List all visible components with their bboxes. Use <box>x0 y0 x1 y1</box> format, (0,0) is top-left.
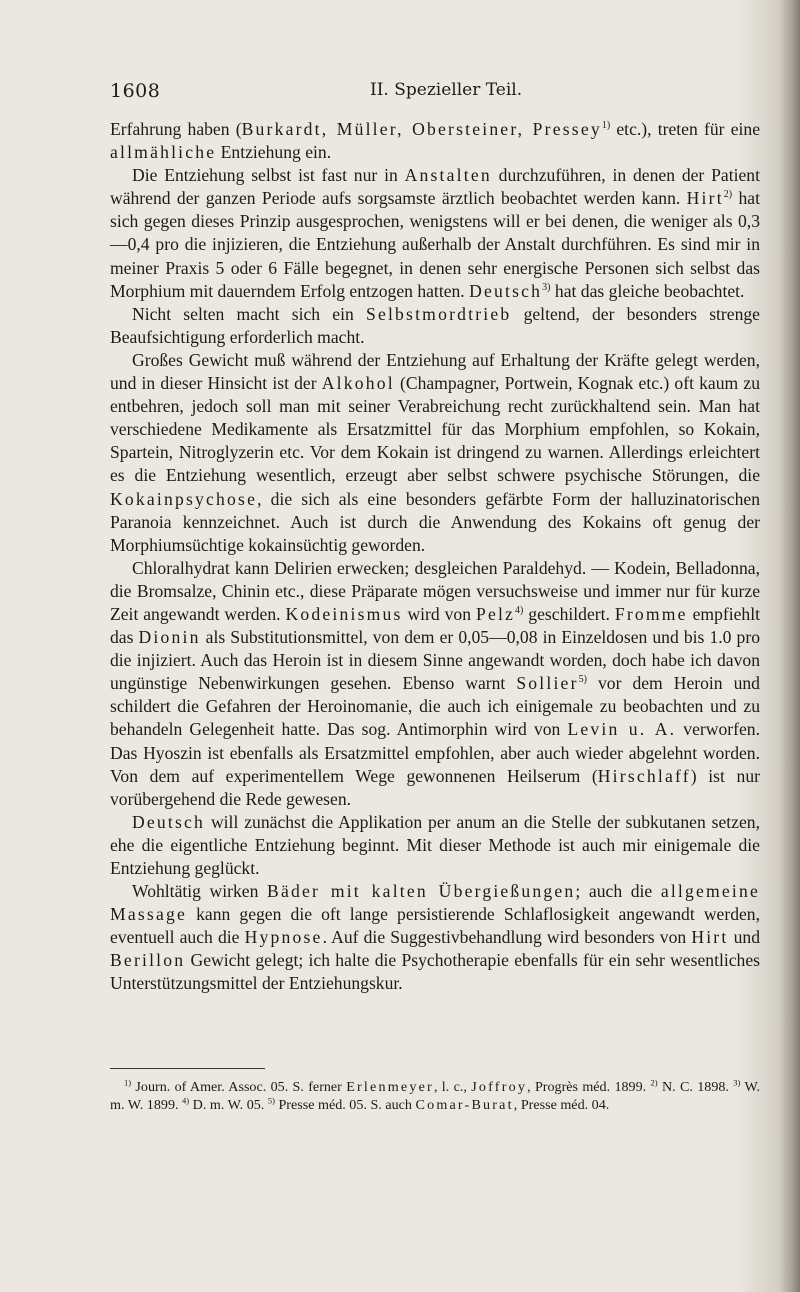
text-run: , Presse méd. 04. <box>513 1097 610 1113</box>
text-run: geschildert. <box>523 603 615 624</box>
footnote-marker-5: 5) <box>267 1095 275 1106</box>
text-run: Erfahrung haben ( <box>110 119 242 139</box>
spaced-name: Fromme <box>614 603 688 624</box>
paragraph-6 <box>110 811 760 880</box>
paragraph-4 <box>110 349 760 557</box>
text-run: , die sich als eine besonders gefärbte Form der halluzinatorischen Paranoia kennzeichnet. Auch ist durch die Anwendung des Kokains oft genug der Morphiumsüchtige kokainsüchtig geworden. <box>110 488 760 555</box>
footnote-marker-2: 2) <box>650 1077 658 1088</box>
spaced-name: Hirt <box>691 927 729 948</box>
text-run: wird von <box>402 603 476 624</box>
footnote-marker-4: 4) <box>182 1095 190 1106</box>
text-run: Presse méd. 05. S. auch <box>274 1097 416 1113</box>
paragraph-2 <box>110 164 760 303</box>
spaced-name: Berillon <box>110 950 186 971</box>
paragraph-3 <box>110 303 760 349</box>
text-run: Wohltätig wirken <box>132 881 268 902</box>
footnote-ref-1: 1) <box>601 120 611 132</box>
footnote-block <box>110 1078 760 1114</box>
footnote-ref-5: 5) <box>578 674 587 686</box>
text-run: Die Entziehung selbst ist fast nur in <box>132 165 405 186</box>
text-run: geltend, der besonders strenge Beaufsichtigung erforderlich macht. <box>110 303 760 347</box>
spaced-names: Burkardt, Müller, Obersteiner, Pressey <box>241 119 602 139</box>
spaced-word: Kodeinismus <box>285 603 403 624</box>
text-run: Großes Gewicht muß während der Entziehung auf Erhaltung der Kräfte gelegt werden, und in dieser Hinsicht ist der <box>110 349 760 394</box>
running-head: II. Spezieller Teil. <box>370 80 523 100</box>
spaced-name: Deutsch <box>132 811 206 832</box>
text-run: ; auch die <box>575 881 661 902</box>
spaced-word: Bäder mit kalten Übergießungen <box>267 881 576 902</box>
text-run: und <box>728 927 760 948</box>
page-edge-shadow <box>780 0 800 1292</box>
page-header <box>110 80 750 106</box>
text-run: W. m. W. 1899. <box>110 1079 760 1113</box>
spaced-word: Dionin <box>138 627 201 648</box>
spaced-name: Comar-Burat <box>415 1097 514 1113</box>
paragraph-7 <box>110 880 760 995</box>
text-run: Nicht selten macht sich ein <box>132 303 366 324</box>
spaced-name: Levin u. A. <box>567 719 677 740</box>
footnote-marker-1: 1) <box>124 1077 132 1088</box>
spaced-word: allgemeine Massage <box>110 881 761 925</box>
text-run: hat das gleiche beobachtet. <box>550 280 745 301</box>
text-run: D. m. W. 05. <box>189 1097 268 1113</box>
text-run: , Progrès méd. 1899. <box>527 1079 651 1095</box>
text-run: Chloralhydrat kann Delirien erwecken; desgleichen Paraldehyd. — Kodein, Belladonna, die Bromsalze, Chinin etc., diese Präparate mögen versuchsweise und immer nur für kurze Zeit angewandt werden. <box>110 557 760 624</box>
text-run: als Substitutionsmittel, von dem er 0,05—0,08 in Einzeldosen und bis 1.0 pro die injiziert. Auch das Heroin ist in diesem Sinne angewandt worden, doch habe ich davon ungünstige Nebenwirkungen gesehen. Ebenso warnt <box>110 627 760 694</box>
text-run: . Auf die Suggestivbehandlung wird besonders von <box>322 927 692 948</box>
footnote-rule <box>110 1068 265 1069</box>
spaced-name: Deutsch <box>469 280 543 301</box>
text-run: durchzuführen, in denen der Patient während der ganzen Periode aufs sorgsamste ärztlich beobachtet werden kann. <box>110 165 760 209</box>
paragraph-1 <box>110 118 760 164</box>
text-run: , l. c., <box>433 1079 472 1095</box>
spaced-name: Joffroy <box>471 1079 528 1095</box>
paragraph-5 <box>110 557 760 811</box>
text-run: will zunächst die Applikation per anum an die Stelle der subkutanen setzen, ehe die eigentliche Entziehung beginnt. Mit dieser Methode ist auch mir einigemale die Entziehung geglückt. <box>110 811 760 878</box>
spaced-name: Hirschlaff <box>597 765 691 786</box>
footnotes <box>110 1078 760 1114</box>
footnote-ref-2: 2) <box>723 189 733 201</box>
text-run: (Champagner, Portwein, Kognak etc.) oft kaum zu entbehren, jedoch soll man mit seiner Verabreichung recht zurückhaltend sein. Man hat verschiedene Medikamente als Ersatzmittel für das Morphium empfohlen, so Kokain, Spartein, Nitroglyzerin etc. Vor dem Kokain ist dringend zu warnen. Allerdings erleichtert es die Entziehung wesentlich, erzeugt aber selbst schwere psychische Störungen, die <box>110 373 760 486</box>
text-run: N. C. 1898. <box>657 1079 734 1095</box>
text-run: empfiehlt das <box>110 603 760 648</box>
body-text <box>110 118 760 996</box>
spaced-word: Hypnose <box>244 927 323 948</box>
text-run: Journ. of Amer. Assoc. 05. S. ferner <box>131 1079 347 1095</box>
text-run: kann gegen die oft lange persistierende Schlaflosigkeit angewandt werden, eventuell auch die <box>110 904 760 948</box>
spaced-word: Kokainpsychose <box>110 488 258 509</box>
footnote-ref-4: 4) <box>515 605 524 617</box>
spaced-name: Hirt <box>686 188 724 209</box>
text-run: hat sich gegen dieses Prinzip ausgesprochen, wenigstens will er bei denen, die weniger als 0,3—0,4 pro die injizieren, die Entziehung außerhalb der Anstalt durchführen. Es sind mir in meiner Praxis 5 oder 6 Fälle begegnet, in denen sehr energische Personen sich selbst das Morphium mit dauerndem Erfolg entzogen hatten. <box>110 188 760 301</box>
page-number: 1608 <box>110 80 161 102</box>
text-run: etc.), treten für eine <box>610 119 761 139</box>
text-run: Gewicht gelegt; ich halte die Psychotherapie ebenfalls für ein sehr wesentliches Unterstützungsmittel der Entziehungskur. <box>110 950 760 994</box>
spaced-word: Alkohol <box>321 373 395 394</box>
text-run: Entziehung ein. <box>216 142 332 163</box>
spaced-word: Anstalten <box>404 165 492 186</box>
text-run: ) ist nur vorübergehend die Rede gewesen. <box>110 765 760 809</box>
spaced-word: allmähliche <box>110 142 217 163</box>
text-run: vor dem Heroin und schildert die Gefahren der Heroinomanie, die auch ich einigemale zu beobachten und zu behandeln Gelegenheit hatte. Das sog. Antimorphin wird von <box>110 673 760 740</box>
spaced-word: Selbstmordtrieb <box>365 303 512 324</box>
spaced-name: Erlenmeyer <box>346 1079 434 1095</box>
footnote-ref-3: 3) <box>542 281 551 293</box>
spaced-name: Pelz <box>475 603 516 624</box>
footnote-marker-3: 3) <box>733 1077 741 1088</box>
text-run: verworfen. Das Hyoszin ist ebenfalls als Ersatzmittel empfohlen, aber auch wieder abgelehnt worden. Von dem auf experimentellem Wege gewonnenen Heilserum ( <box>110 719 760 786</box>
spaced-name: Sollier <box>516 673 579 694</box>
